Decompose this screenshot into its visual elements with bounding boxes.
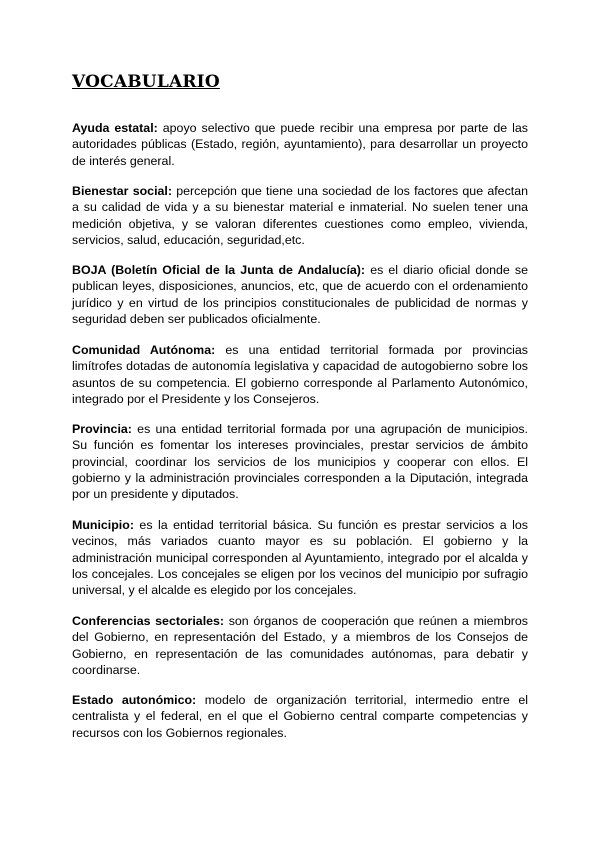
glossary-entry — [72, 120, 528, 169]
glossary-definition: percepción que tiene una sociedad de los factores que afectan a su calidad de vida y a su bienestar material e inmaterial. No suelen tener una medición objetiva, y se valoran diferentes cuestiones como empleo, vivienda, servicios, salud, educación, seguridad,etc. — [72, 184, 528, 247]
glossary-definition: modelo de organización territorial, intermedio entre el centralista y el federal, en el que el Gobierno central comparte competencias y recursos con los Gobiernos regionales. — [72, 693, 528, 740]
glossary-term: Bienestar social: — [72, 184, 172, 198]
glossary-definition: es una entidad territorial formada por provincias limítrofes dotadas de autonomía legislativa y capacidad de autogobierno sobre los asuntos de su competencia. El gobierno corresponde al Parlamento Autonómico, integrado por el Presidente y los Consejeros. — [72, 343, 528, 406]
glossary-term: Provincia: — [72, 422, 132, 436]
glossary-entry — [72, 262, 528, 327]
glossary-entry — [72, 613, 528, 678]
glossary-term: Conferencias sectoriales: — [72, 614, 225, 628]
glossary-entry — [72, 183, 528, 248]
glossary-definition: es una entidad territorial formada por una agrupación de municipios. Su función es fomentar los intereses provinciales, prestar servicios de ámbito provincial, coordinar los servicios de los municipios y cooperar con ellos. El gobierno y la administración provinciales corresponden a la Diputación, integrada por un presidente y diputados. — [72, 422, 528, 502]
page-title: VOCABULARIO — [72, 72, 220, 92]
glossary-term: Comunidad Autónoma: — [72, 343, 216, 357]
glossary-entry — [72, 342, 528, 407]
glossary-term: Municipio: — [72, 518, 134, 532]
glossary-term: Estado autonómico: — [72, 693, 197, 707]
glossary-term: BOJA (Boletín Oficial de la Junta de Andalucía): — [72, 263, 366, 277]
glossary-definition: son órganos de cooperación que reúnen a miembros del Gobierno, en representación del Estado, y a miembros de los Consejos de Gobierno, en representación de las comunidades autónomas, para debatir y coordinarse. — [72, 614, 528, 677]
glossary-definition: es la entidad territorial básica. Su función es prestar servicios a los vecinos, más variados cuanto mayor es su población. El gobierno y la administración municipal corresponden al Ayuntamiento, integrado por el alcalda y los concejales. Los concejales se eligen por los vecinos del municipio por sufragio universal, y el alcalde es elegido por los concejales. — [72, 518, 528, 598]
glossary-term: Ayuda estatal: — [72, 121, 158, 135]
glossary-entry — [72, 517, 528, 598]
glossary-definition: apoyo selectivo que puede recibir una empresa por parte de las autoridades públicas (Estado, región, ayuntamiento), para desarrollar un proyecto de interés general. — [72, 121, 528, 168]
glossary-entry — [72, 692, 528, 741]
glossary-definition: es el diario oficial donde se publican leyes, disposiciones, anuncios, etc, que de acuerdo con el ordenamiento jurídico y en virtud de los principios constitucionales de publicidad de normas y seguridad deben ser publicados oficialmente. — [72, 263, 529, 326]
glossary-entry — [72, 421, 528, 502]
